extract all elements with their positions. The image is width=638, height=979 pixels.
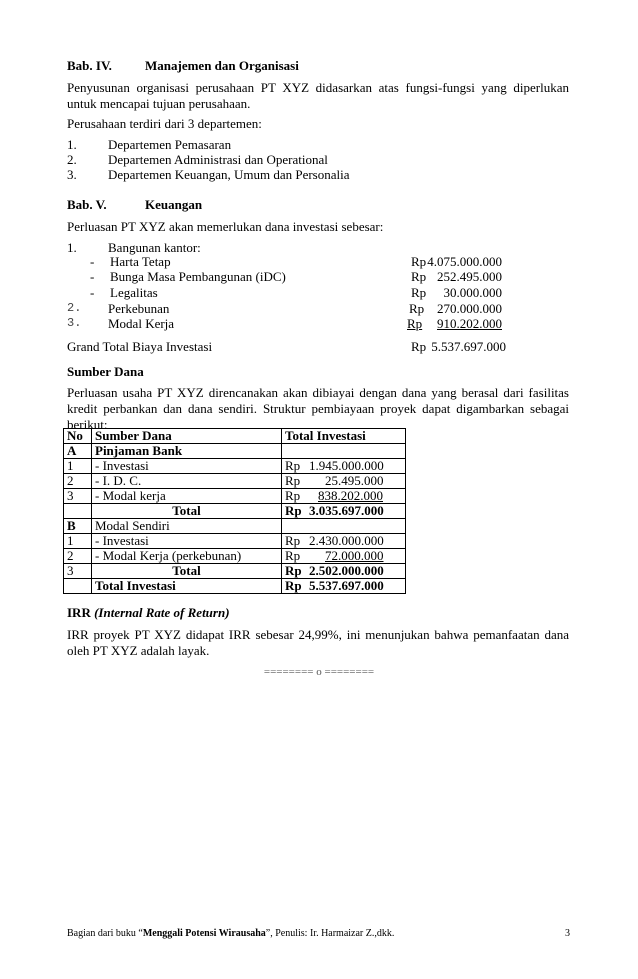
table-header-row [64,429,406,444]
cell-amount: 838.202.000 [318,488,383,503]
cell-total [282,534,406,549]
cell-currency: Rp [285,533,301,548]
cell-currency: Rp [285,473,301,488]
header-no: No [64,429,92,444]
currency: Rp [407,316,423,331]
cell-amount: 2.430.000.000 [309,533,384,548]
dept-num: 2. [67,152,77,167]
cell-no: 2 [64,549,92,564]
section-divider: ======== o ======== [263,666,375,678]
footer-suffix: ”, Penulis: Ir. Harmaizar Z.,dkk. [265,928,395,939]
table-row [64,519,406,534]
funding-table [63,428,406,594]
cell-source: Pinjaman Bank [92,444,282,459]
dept-num: 3. [67,167,77,182]
subitem-dash: - [90,285,95,300]
cell-source: - Modal Kerja (perkebunan) [92,549,282,564]
cell-amount: 2.502.000.000 [309,563,384,578]
cell-total [282,444,406,459]
cell-amount: 25.495.000 [325,473,384,488]
currency: Rp [409,301,425,316]
cell-amount: 72.000.000 [325,548,384,563]
amount: 910.202.000 [437,316,502,331]
amount: 4.075.000.000 [427,254,502,269]
footer-book-title: Menggali Potensi Wirausaha [142,928,266,939]
grand-total-amount: 5.537.697.000 [431,339,506,354]
currency: Rp [411,269,427,284]
cell-amount: 1.945.000.000 [309,458,384,473]
footer-prefix: Bagian dari buku “ [67,928,143,939]
cell-total [282,519,406,534]
dept-label: Departemen Administrasi dan Operational [108,152,328,167]
cell-no: 1 [64,534,92,549]
item-label: Perkebunan [108,301,170,316]
subitem-label: Legalitas [110,285,158,300]
cell-no: 2 [64,474,92,489]
bab5-intro: Perluasan PT XYZ akan memerlukan dana investasi sebesar: [67,219,384,234]
table-row [64,534,406,549]
dept-label: Departemen Pemasaran [108,137,232,152]
cell-no: 1 [64,459,92,474]
table-row [64,549,406,564]
cell-currency: Rp [285,563,302,578]
currency: Rp [411,254,427,269]
cell-source: - I. D. C. [92,474,282,489]
dept-label: Departemen Keuangan, Umum dan Personalia [108,167,350,182]
cell-no: A [64,444,92,459]
bab5-title: Keuangan [145,197,203,212]
irr-title-italic: (Internal Rate of Return) [94,605,230,620]
table-row [64,504,406,519]
amount: 252.495.000 [437,269,502,284]
cell-amount: 5.537.697.000 [309,578,384,593]
cell-amount: 3.035.697.000 [309,503,384,518]
sumber-paragraph: Perluasan usaha PT XYZ direncanakan akan dibiayai dengan dana yang berasal dari fasilitas kredit perbankan dan dana sendiri. Struktur pembiayaan proyek dapat digambarkan sebagai berikut: [67,385,569,432]
bab5-number: Bab. V. [67,197,107,212]
currency: Rp [411,339,427,354]
header-total: Total Investasi [282,429,406,444]
cell-source: - Investasi [92,459,282,474]
cell-total [282,504,406,519]
cell-total [282,489,406,504]
cell-total [282,549,406,564]
table-row [64,564,406,579]
irr-paragraph: IRR proyek PT XYZ didapat IRR sebesar 24,99%, ini menunjukan bahwa pemanfaatan dana oleh PT XYZ adalah layak. [67,627,569,658]
cell-source: Modal Sendiri [92,519,282,534]
cell-source: Total [92,564,282,579]
item-num: 3. [67,316,82,330]
irr-title-main: IRR [67,605,91,620]
cell-total [282,474,406,489]
cell-underlined-value [285,488,383,503]
cell-total [282,579,406,594]
irr-title [67,605,230,621]
cell-currency: Rp [285,488,301,503]
table-row [64,474,406,489]
cell-source: Total [92,504,282,519]
amount: 270.000.000 [437,301,502,316]
cell-currency: Rp [285,503,302,518]
item-num: 1. [67,240,77,255]
item-label: Bangunan kantor: [108,240,201,255]
subitem-dash: - [90,254,95,269]
bab4-number: Bab. IV. [67,58,112,73]
footer-credit [67,928,394,939]
header-source: Sumber Dana [92,429,282,444]
cell-currency: Rp [285,458,301,473]
page-number: 3 [565,928,570,939]
cell-source: - Investasi [92,534,282,549]
currency: Rp [411,285,427,300]
cell-total [282,459,406,474]
table-row [64,489,406,504]
table-row [64,579,406,594]
subitem-label: Harta Tetap [110,254,171,269]
cell-underlined-value [285,548,384,563]
cell-no: 3 [64,564,92,579]
cell-no [64,504,92,519]
cell-source: Total Investasi [92,579,282,594]
cell-currency: Rp [285,578,302,593]
cell-currency: Rp [285,548,301,563]
table-row [64,444,406,459]
cell-total [282,564,406,579]
subitem-dash: - [90,269,95,284]
bab4-paragraph: Penyusunan organisasi perusahaan PT XYZ didasarkan atas fungsi-fungsi yang diperlukan untuk mencapai tujuan perusahaan. [67,80,569,111]
cell-no: B [64,519,92,534]
bab4-title: Manajemen dan Organisasi [145,58,299,73]
amount: 30.000.000 [443,285,502,300]
item-num: 2. [67,301,82,315]
dept-num: 1. [67,137,77,152]
subitem-label: Bunga Masa Pembangunan (iDC) [110,269,286,284]
cell-no [64,579,92,594]
grand-total-label: Grand Total Biaya Investasi [67,339,213,354]
table-row [64,459,406,474]
sumber-title: Sumber Dana [67,364,144,379]
item-label: Modal Kerja [108,316,175,331]
bab4-dept-intro: Perusahaan terdiri dari 3 departemen: [67,116,262,131]
cell-source: - Modal kerja [92,489,282,504]
cell-no: 3 [64,489,92,504]
